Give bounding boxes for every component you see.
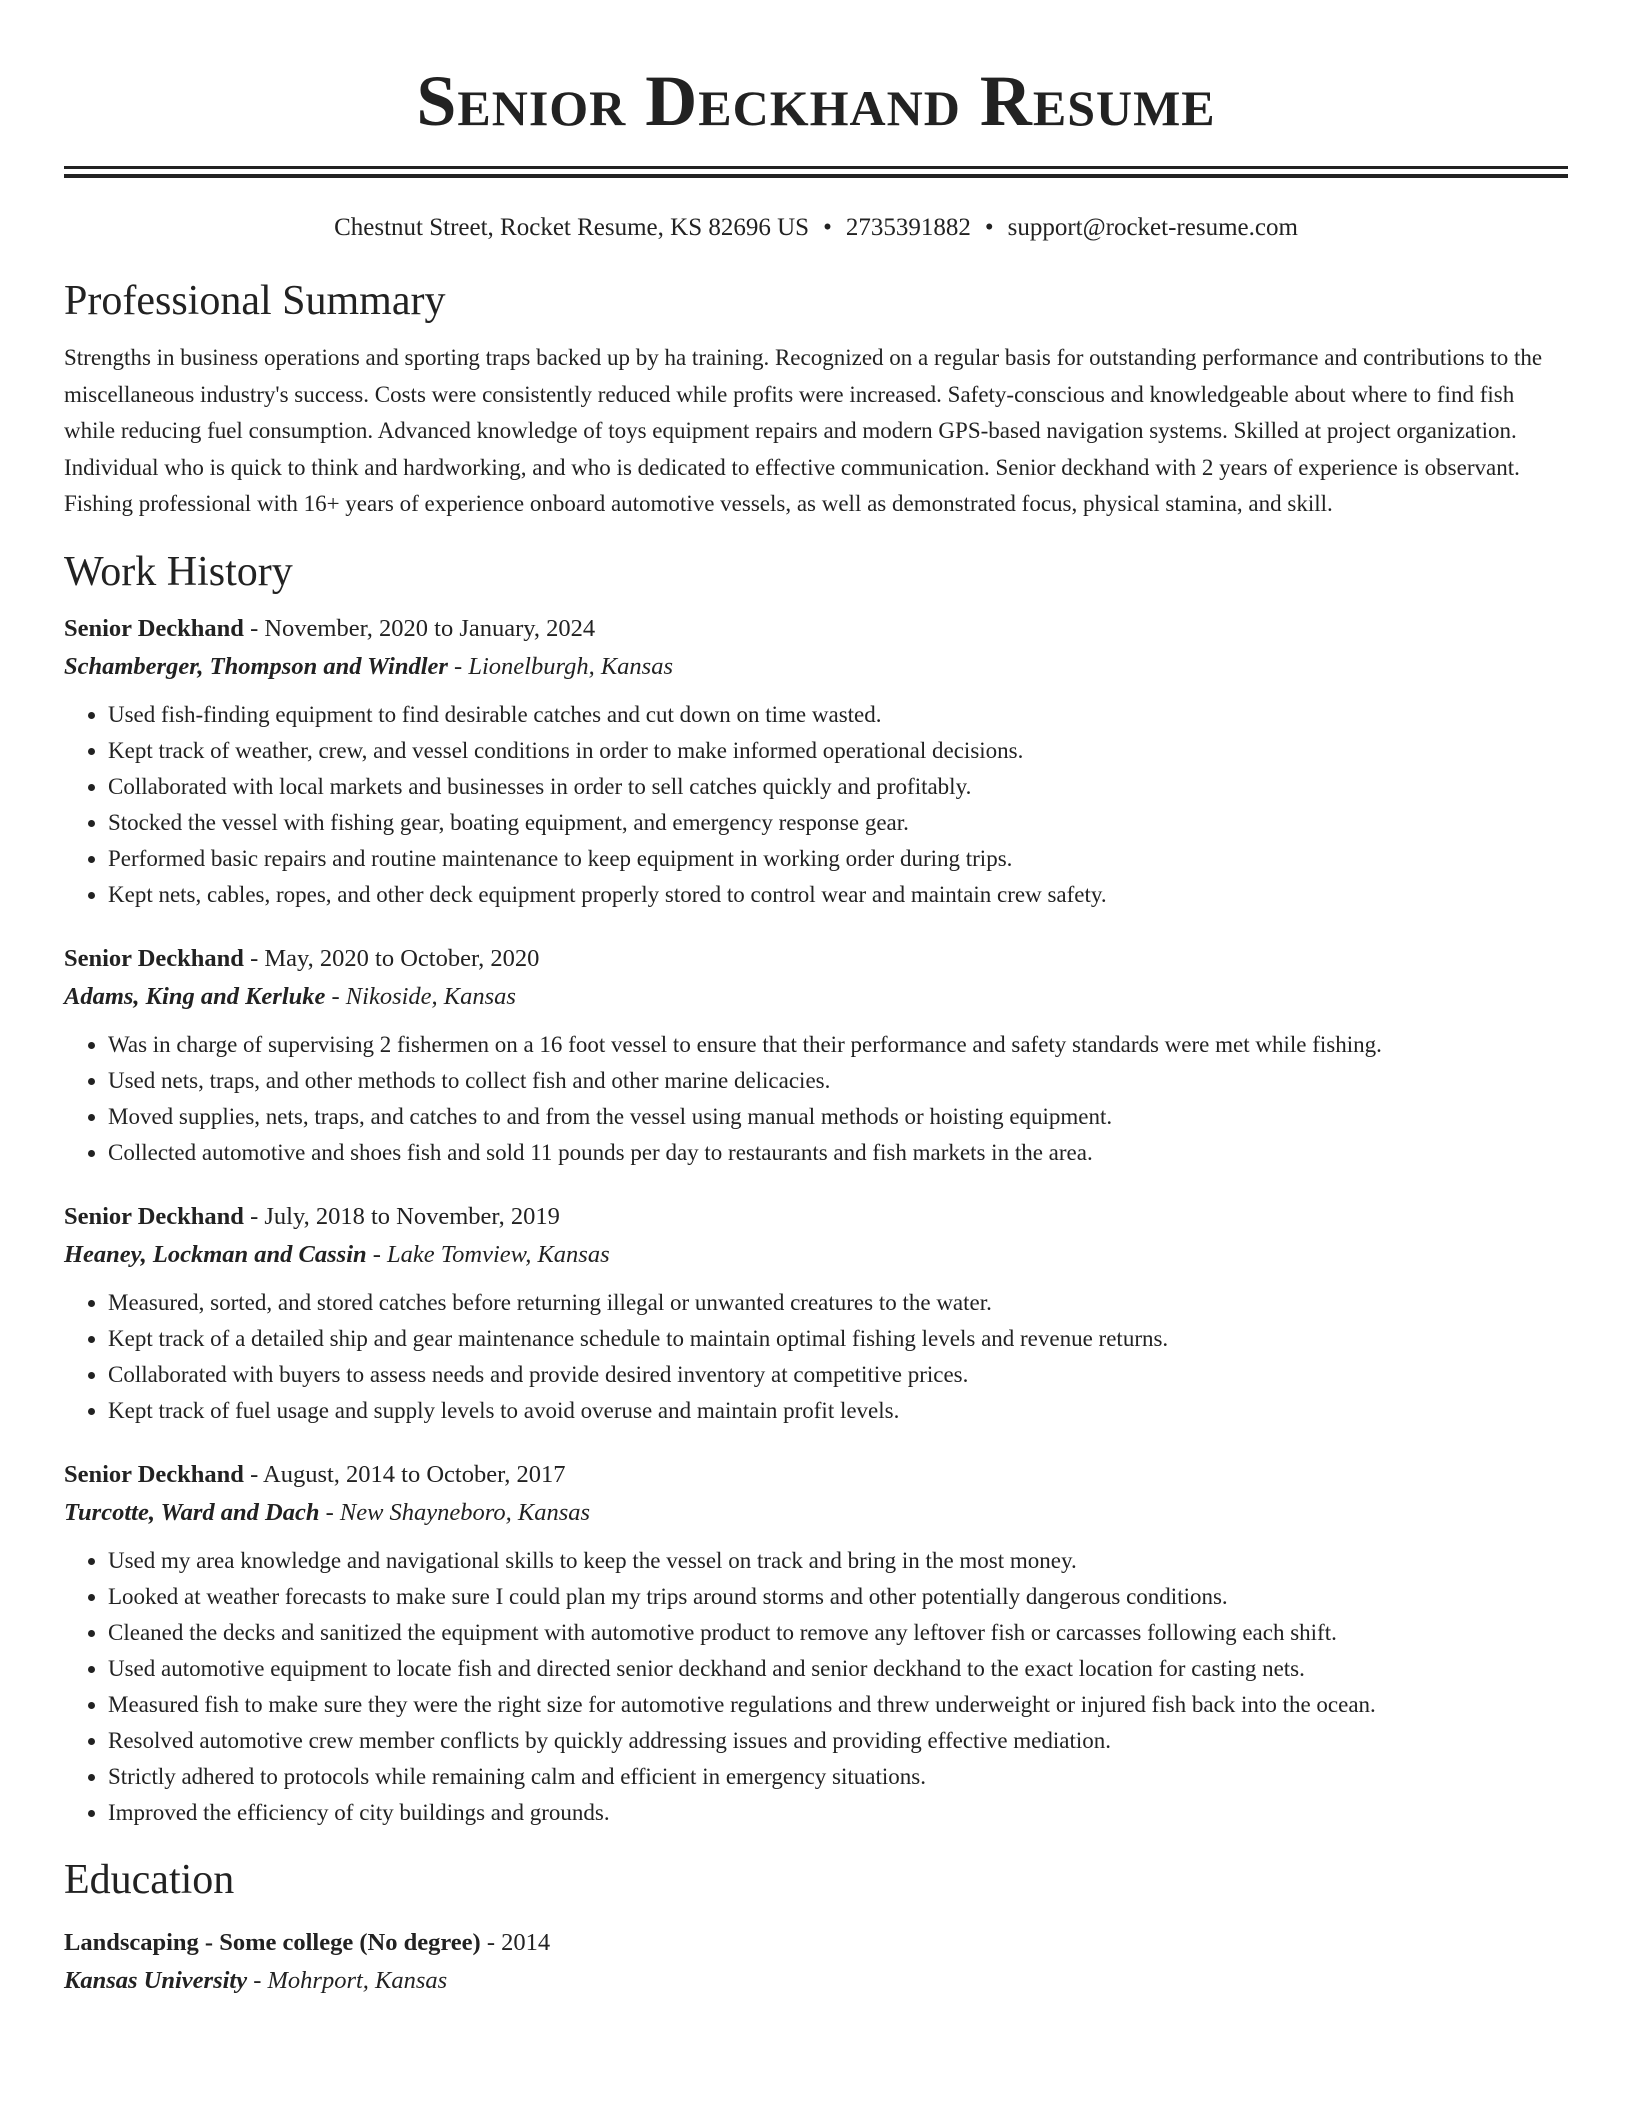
job-bullet: • Strictly adhered to protocols while remaining calm and efficient in emergency situations. [108,1759,1568,1795]
job-bullet: • Cleaned the decks and sanitized the equipment with automotive product to remove any leftover fish or carcasses following each shift. [108,1615,1568,1651]
job-title: Senior Deckhand [64,1202,244,1230]
job-title: Senior Deckhand [64,614,244,642]
work-history-heading: Work History [64,548,293,595]
job-dates: - July, 2018 to November, 2019 [243,1202,560,1230]
company-location: - Lake Tomview, Kansas [366,1240,610,1268]
job-bullet: • Collaborated with buyers to assess needs and provide desired inventory at competitive prices. [108,1357,1568,1393]
contact-address: Chestnut Street, Rocket Resume, KS 82696 US [334,214,810,241]
job-dates: - November, 2020 to January, 2024 [243,614,596,642]
job-bullet: • Kept track of fuel usage and supply levels to avoid overuse and maintain profit levels. [108,1393,1568,1429]
education-year: - 2014 [480,1928,551,1956]
job-bullet: • Collected automotive and shoes fish and sold 11 pounds per day to restaurants and fish markets in the area. [108,1135,1568,1171]
summary-heading: Professional Summary [64,278,446,324]
page-title: Senior Deckhand Resume [416,61,1216,141]
education-title-line [64,1927,1568,1959]
job-bullet: • Kept track of weather, crew, and vessel conditions in order to make informed operational decisions. [108,733,1568,769]
company-location: - Nikoside, Kansas [325,982,516,1010]
contact-separator: • [823,214,832,241]
job-bullet: • Used fish-finding equipment to find desirable catches and cut down on time wasted. [108,697,1568,733]
job-bullets [64,1027,1568,1171]
education-school-line [64,1965,1568,1997]
title-divider [64,166,1568,178]
company-line [64,1497,1568,1529]
contact-email: support@rocket-resume.com [1007,214,1298,241]
job-bullet: • Looked at weather forecasts to make sure I could plan my trips around storms and other potentially dangerous conditions. [108,1579,1568,1615]
summary-text: Strengths in business operations and sporting traps backed up by ha training. Recognized on a regular basis for outstanding performance and contributions to the miscellaneous industry's success. Costs were consistently reduced while profits were increased. Safety-conscious and knowledgeable about where to find fish while reducing fuel consumption. Advanced knowledge of toys equipment repairs and modern GPS-based navigation systems. Skilled at project organization. Individual who is quick to think and hardworking, and who is dedicated to effective communication. Senior deckhand with 2 years of experience is observant. Fishing professional with 16+ years of experience onboard automotive vessels, as well as demonstrated focus, physical stamina, and skill. [64,345,1543,516]
education-entry [64,1927,1568,1997]
contact-phone: 2735391882 [845,214,971,241]
job-bullet: • Was in charge of supervising 2 fishermen on a 16 foot vessel to ensure that their performance and safety standards were met while fishing. [108,1027,1568,1063]
company-location: - Lionelburgh, Kansas [447,652,673,680]
company-name: Schamberger, Thompson and Windler [64,652,448,680]
education-degree: Landscaping - Some college (No degree) [64,1928,481,1956]
job-bullet: • Used nets, traps, and other methods to collect fish and other marine delicacies. [108,1063,1568,1099]
company-name: Adams, King and Kerluke [64,982,326,1010]
company-line [64,981,1568,1013]
company-name: Heaney, Lockman and Cassin [64,1240,367,1268]
job-bullets [64,1285,1568,1429]
job-title-line [64,613,1568,645]
job-dates: - August, 2014 to October, 2017 [243,1460,566,1488]
job-title-line [64,943,1568,975]
company-line [64,1239,1568,1271]
job-bullet: • Measured, sorted, and stored catches before returning illegal or unwanted creatures to the water. [108,1285,1568,1321]
job-bullet: • Kept nets, cables, ropes, and other deck equipment properly stored to control wear and maintain crew safety. [108,877,1568,913]
education-heading: Education [64,1856,235,1903]
job-bullet: • Kept track of a detailed ship and gear maintenance schedule to maintain optimal fishing levels and revenue returns. [108,1321,1568,1357]
job-title: Senior Deckhand [64,944,244,972]
job-entry [64,943,1568,1171]
job-entry [64,1201,1568,1429]
job-entry [64,613,1568,913]
job-bullet: • Used my area knowledge and navigational skills to keep the vessel on track and bring in the most money. [108,1543,1568,1579]
job-bullet: • Moved supplies, nets, traps, and catches to and from the vessel using manual methods or hoisting equipment. [108,1099,1568,1135]
job-dates: - May, 2020 to October, 2020 [243,944,540,972]
job-bullet: • Performed basic repairs and routine maintenance to keep equipment in working order during trips. [108,841,1568,877]
job-bullets [64,697,1568,913]
job-title-line [64,1459,1568,1491]
education-location: - Mohrport, Kansas [247,1966,448,1994]
job-bullet: • Collaborated with local markets and businesses in order to sell catches quickly and profitably. [108,769,1568,805]
company-line [64,651,1568,683]
contact-separator: • [984,214,994,241]
company-location: - New Shayneboro, Kansas [319,1498,591,1526]
job-entry [64,1459,1568,1831]
education-school: Kansas University [64,1966,248,1994]
job-title-line [64,1201,1568,1233]
job-bullet: • Stocked the vessel with fishing gear, boating equipment, and emergency response gear. [108,805,1568,841]
job-bullet: • Resolved automotive crew member conflicts by quickly addressing issues and providing effective mediation. [108,1723,1568,1759]
job-bullet: • Measured fish to make sure they were the right size for automotive regulations and threw underweight or injured fish back into the ocean. [108,1687,1568,1723]
company-name: Turcotte, Ward and Dach [64,1498,320,1526]
job-bullets [64,1543,1568,1831]
contact-line [64,212,1568,244]
job-title: Senior Deckhand [64,1460,244,1488]
job-bullet: • Used automotive equipment to locate fish and directed senior deckhand and senior deckhand to the exact location for casting nets. [108,1651,1568,1687]
job-bullet: • Improved the efficiency of city buildings and grounds. [108,1795,1568,1831]
